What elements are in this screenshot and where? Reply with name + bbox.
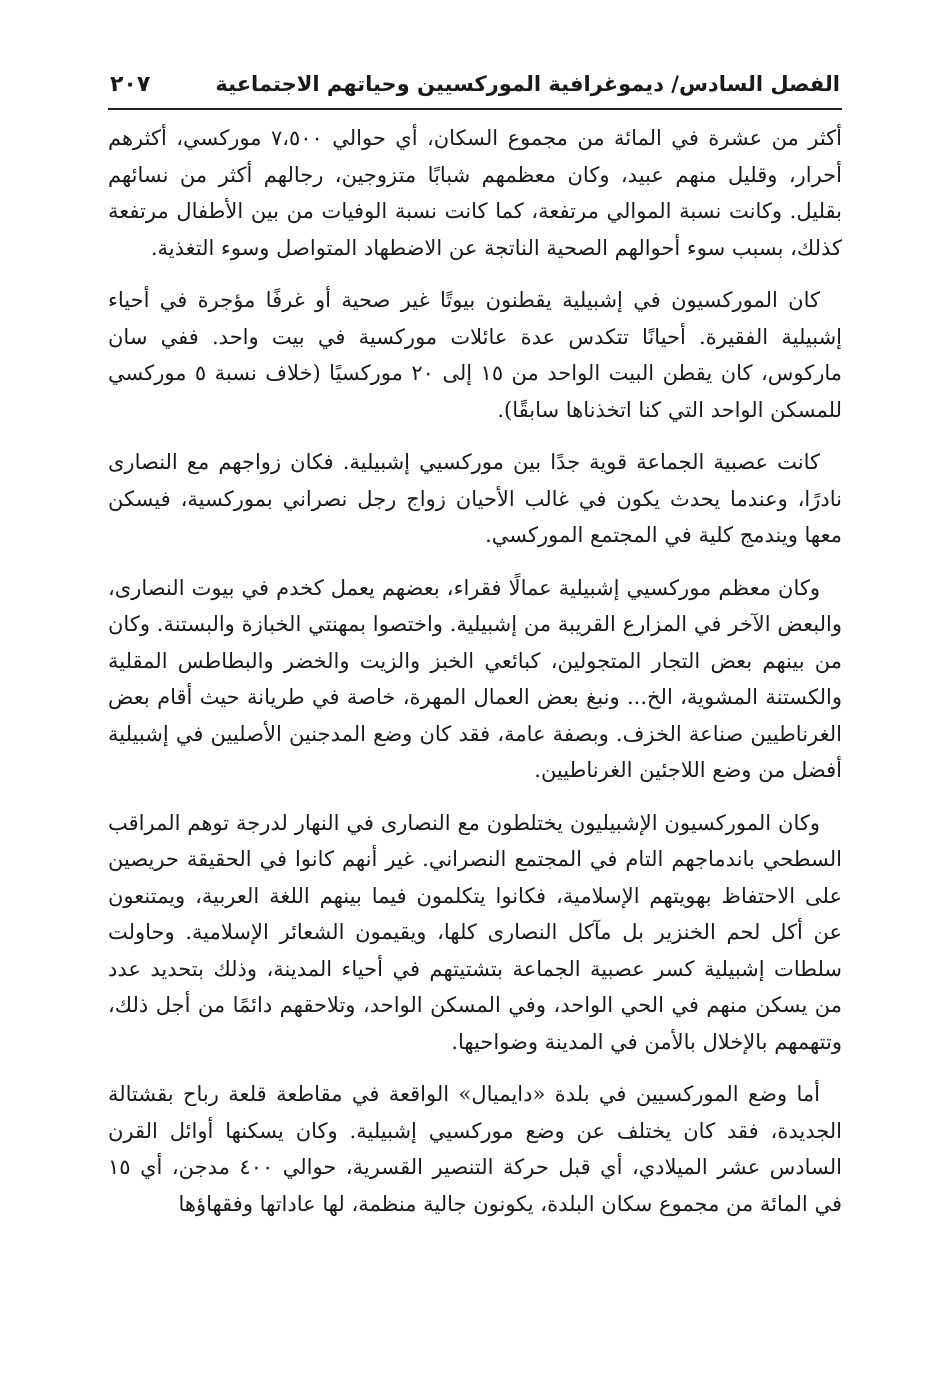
- page-body: [108, 120, 842, 1238]
- paragraph-5: وكان الموركسيون الإشبيليون يختلطون مع النصارى في النهار لدرجة توهم المراقب السطحي باندماجهم التام في المجتمع النصراني. غير أنهم كانوا في الحقيقة حريصين على الاحتفاظ بهويتهم الإسلامية، فكانوا يتكلمون فيما بينهم اللغة العربية، ويمتنعون عن أكل لحم الخنزير بل مآكل النصارى كلها، ويقيمون الشعائر الإسلامية. وحاولت سلطات إشبيلية كسر عصبية الجماعة بتشتيتهم في أحياء المدينة، وذلك بتحديد عدد من يسكن منهم في الحي الواحد، وفي المسكن الواحد، وتلاحقهم دائمًا من أجل ذلك، وتتهمهم بالإخلال بالأمن في المدينة وضواحيها.: [108, 810, 842, 1054]
- running-header: [110, 64, 840, 104]
- header-divider: [108, 108, 842, 110]
- paragraph-3: كانت عصبية الجماعة قوية جدًا بين موركسيي إشبيلية. فكان زواجهم مع النصارى نادرًا، وعندما يحدث يكون في غالب الأحيان زواج رجل نصراني بموركسية، فيسكن معها ويندمج كلية في المجتمع الموركسي.: [108, 450, 842, 547]
- chapter-title: الفصل السادس/ ديموغرافية الموركسيين وحياتهم الاجتماعية: [215, 72, 840, 96]
- paragraph-2: كان الموركسيون في إشبيلية يقطنون بيوتًا غير صحية أو غرفًا مؤجرة في أحياء إشبيلية الفقيرة. أحيانًا تتكدس عدة عائلات موركسية في بيت واحد. ففي سان ماركوس، كان يقطن البيت الواحد من ١٥ إلى ٢٠ موركسيًا (خلاف نسبة ٥ موركسي للمسكن الواحد التي كنا اتخذناها سابقًا).: [108, 288, 843, 422]
- page-number: ٢٠٧: [110, 71, 151, 97]
- paragraph-4: وكان معظم موركسيي إشبيلية عمالًا فقراء، بعضهم يعمل كخدم في بيوت النصارى، والبعض الآخر في المزارع القريبة من إشبيلية. واختصوا بمهنتي الخبازة والبستنة. وكان من بينهم بعض التجار المتجولين، كبائعي الخبز والزيت والخضر والبطاطس المقلية والكستنة المشوية، الخ... ونبغ بعض العمال المهرة، خاصة في طريانة حيث أقام بعض الغرناطيين صناعة الخزف. وبصفة عامة، فقد كان وضع المدجنين الأصليين في إشبيلية أفضل من وضع اللاجئين الغرناطيين.: [108, 575, 842, 782]
- paragraph-6: أما وضع الموركسيين في بلدة «دايميال» الواقعة في مقاطعة قلعة رباح بقشتالة الجديدة، فقد كان يختلف عن وضع موركسيي إشبيلية. وكان يسكنها أوائل القرن السادس عشر الميلادي، أي قبل حركة التنصير القسرية، حوالي ٤٠٠ مدجن، أي ١٥ في المائة من مجموع سكان البلدة، يكونون جالية منظمة، لها عاداتها وفقهاؤها: [108, 1082, 842, 1216]
- paragraph-1: أكثر من عشرة في المائة من مجموع السكان، أي حوالي ٧،٥٠٠ موركسي، أكثرهم أحرار، وقليل منهم عبيد، وكان معظمهم شبابًا متزوجين، رجالهم أكثر من نسائهم بقليل. وكانت نسبة الموالي مرتفعة، كما كانت نسبة الوفيات من بين الأطفال مرتفعة كذلك، بسبب سوء أحوالهم الصحية الناتجة عن الاضطهاد المتواصل وسوء التغذية.: [108, 126, 842, 260]
